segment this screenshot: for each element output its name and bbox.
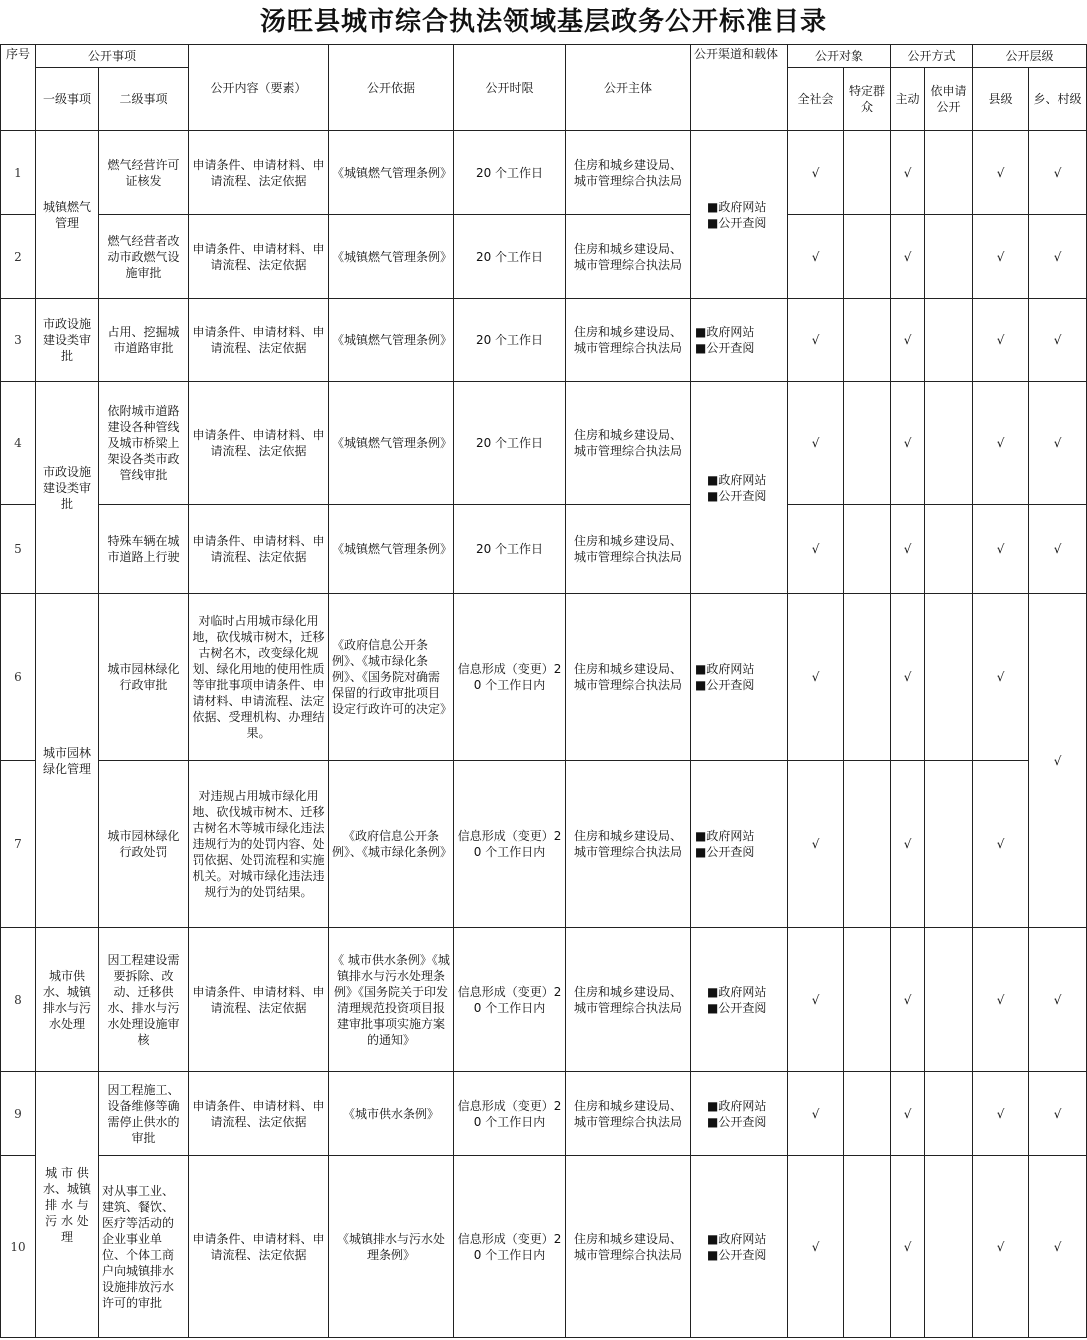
subject-cell: 住房和城乡建设局、城市管理综合执法局 — [566, 215, 691, 299]
channel-cell — [691, 1156, 788, 1338]
header-matter: 公开事项 — [36, 45, 189, 68]
level1-item: 市政设施建设类审批 — [36, 382, 99, 594]
level1-item: 市政设施建设类审批 — [36, 299, 99, 382]
level2-item: 因工程施工、设备维修等确需停止供水的审批 — [99, 1072, 189, 1156]
content-cell: 申请条件、申请材料、申请流程、法定依据 — [189, 299, 329, 382]
empty-method-apply — [925, 299, 973, 382]
time-cell: 20 个工作日 — [454, 131, 566, 215]
level2-item: 因工程建设需要拆除、改动、迁移供水、排水与污水处理设施审核 — [99, 928, 189, 1072]
check-level-county: √ — [973, 594, 1029, 761]
channel-website: ■政府网站 — [695, 662, 755, 676]
subject-cell: 住房和城乡建设局、城市管理综合执法局 — [566, 928, 691, 1072]
time-cell: 信息形成（变更）20 个工作日内 — [454, 594, 566, 761]
subject-cell: 住房和城乡建设局、城市管理综合执法局 — [566, 131, 691, 215]
header-subject: 公开主体 — [566, 45, 691, 131]
subject-cell: 住房和城乡建设局、城市管理综合执法局 — [566, 505, 691, 594]
header-method-apply: 依申请公开 — [925, 68, 973, 131]
level2-item: 城市园林绿化行政审批 — [99, 594, 189, 761]
check-method-active: √ — [891, 928, 925, 1072]
empty-object-specific — [844, 594, 891, 761]
check-object-all: √ — [788, 299, 844, 382]
header-content: 公开内容（要素） — [189, 45, 329, 131]
check-method-active: √ — [891, 505, 925, 594]
table-row — [1, 215, 1087, 299]
content-cell: 申请条件、申请材料、申请流程、法定依据 — [189, 1072, 329, 1156]
empty-object-specific — [844, 299, 891, 382]
empty-method-apply — [925, 1072, 973, 1156]
channel-website: ■政府网站 — [695, 325, 755, 339]
subject-cell: 住房和城乡建设局、城市管理综合执法局 — [566, 761, 691, 928]
content-cell: 对违规占用城市绿化用地、砍伐城市树木、迁移古树名木等城市绿化违法违规行为的处罚内容、处罚依据、处罚流程和实施机关。对城市绿化违法违规行为的处罚结果。 — [189, 761, 329, 928]
subject-cell: 住房和城乡建设局、城市管理综合执法局 — [566, 1156, 691, 1338]
empty-object-specific — [844, 928, 891, 1072]
check-level-county: √ — [973, 1156, 1029, 1338]
empty-object-specific — [844, 761, 891, 928]
empty-method-apply — [925, 382, 973, 505]
row-number: 5 — [1, 505, 36, 594]
catalog-table — [0, 44, 1087, 1338]
check-level-county: √ — [973, 1072, 1029, 1156]
empty-method-apply — [925, 215, 973, 299]
content-cell: 申请条件、申请材料、申请流程、法定依据 — [189, 131, 329, 215]
content-cell: 申请条件、申请材料、申请流程、法定依据 — [189, 928, 329, 1072]
empty-method-apply — [925, 761, 973, 928]
header-time: 公开时限 — [454, 45, 566, 131]
channel-query: ■公开查阅 — [707, 1000, 767, 1015]
check-level-county: √ — [973, 299, 1029, 382]
content-cell: 对临时占用城市绿化用地，砍伐城市树木，迁移古树名木，改变绿化规划、绿化用地的使用性质等审批事项申请条件、申请材料、申请流程、法定依据、受理机构、办理结果。 — [189, 594, 329, 761]
channel-cell — [691, 299, 788, 382]
channel-cell — [691, 1072, 788, 1156]
header-object-specific: 特定群众 — [844, 68, 891, 131]
header-basis: 公开依据 — [329, 45, 454, 131]
time-cell: 20 个工作日 — [454, 505, 566, 594]
header-level: 公开层级 — [973, 45, 1087, 68]
check-method-active: √ — [891, 215, 925, 299]
level2-item: 城市园林绿化行政处罚 — [99, 761, 189, 928]
check-object-all: √ — [788, 594, 844, 761]
header-method: 公开方式 — [891, 45, 973, 68]
check-level-village: √ — [1029, 215, 1087, 299]
check-level-village: √ — [1029, 505, 1087, 594]
check-level-village: √ — [1029, 299, 1087, 382]
row-number: 1 — [1, 131, 36, 215]
check-object-all: √ — [788, 761, 844, 928]
check-level-county: √ — [973, 382, 1029, 505]
channel-cell — [691, 594, 788, 761]
level1-item: 城镇燃气管理 — [36, 131, 99, 299]
basis-cell: 《城镇燃气管理条例》 — [329, 215, 454, 299]
channel-query: ■公开查阅 — [695, 341, 755, 355]
document-title: 汤旺县城市综合执法领域基层政务公开标准目录 — [259, 7, 827, 37]
channel-query: ■公开查阅 — [695, 678, 755, 692]
row-number: 4 — [1, 382, 36, 505]
basis-cell: 《 城市供水条例》《城镇排水与污水处理条例》《国务院关于印发清理规范投资项目报建审批事项实施方案的通知》 — [329, 928, 454, 1072]
check-object-all: √ — [788, 382, 844, 505]
channel-cell — [691, 382, 788, 594]
check-level-county: √ — [973, 131, 1029, 215]
row-number: 8 — [1, 928, 36, 1072]
empty-method-apply — [925, 1156, 973, 1338]
check-level-village: √ — [1029, 594, 1087, 928]
table-row — [1, 382, 1087, 505]
check-object-all: √ — [788, 928, 844, 1072]
check-object-all: √ — [788, 505, 844, 594]
check-object-all: √ — [788, 131, 844, 215]
channel-query: ■公开查阅 — [707, 1114, 767, 1129]
header-object-all: 全社会 — [788, 68, 844, 131]
basis-cell: 《城镇燃气管理条例》 — [329, 299, 454, 382]
basis-cell: 《城镇燃气管理条例》 — [329, 505, 454, 594]
check-object-all: √ — [788, 1156, 844, 1338]
time-cell: 信息形成（变更）20 个工作日内 — [454, 928, 566, 1072]
content-cell: 申请条件、申请材料、申请流程、法定依据 — [189, 215, 329, 299]
basis-cell: 《政府信息公开条例》、《城市绿化条例》、《国务院对确需保留的行政审批项目设定行政许可的决定》 — [329, 594, 454, 761]
header-channel: 公开渠道和载体 — [691, 45, 788, 131]
check-level-village: √ — [1029, 1156, 1087, 1338]
level2-item: 燃气经营许可证核发 — [99, 131, 189, 215]
subject-cell: 住房和城乡建设局、城市管理综合执法局 — [566, 299, 691, 382]
check-level-village: √ — [1029, 131, 1087, 215]
channel-cell — [691, 761, 788, 928]
empty-object-specific — [844, 382, 891, 505]
basis-cell: 《城镇燃气管理条例》 — [329, 131, 454, 215]
channel-website: ■政府网站 — [707, 1098, 767, 1113]
check-level-county: √ — [973, 928, 1029, 1072]
table-row — [1, 928, 1087, 1072]
time-cell: 20 个工作日 — [454, 299, 566, 382]
table-row — [1, 594, 1087, 761]
header-level-county: 县级 — [973, 68, 1029, 131]
basis-cell: 《政府信息公开条例》、《城市绿化条例》 — [329, 761, 454, 928]
row-number: 10 — [1, 1156, 36, 1338]
empty-object-specific — [844, 1072, 891, 1156]
check-method-active: √ — [891, 761, 925, 928]
subject-cell: 住房和城乡建设局、城市管理综合执法局 — [566, 594, 691, 761]
table-row — [1, 131, 1087, 215]
empty-method-apply — [925, 131, 973, 215]
check-level-county: √ — [973, 505, 1029, 594]
content-cell: 申请条件、申请材料、申请流程、法定依据 — [189, 1156, 329, 1338]
level2-item: 对从事工业、建筑、餐饮、医疗等活动的企业事业单位、个体工商户向城镇排水设施排放污水许可的审批 — [99, 1156, 189, 1338]
empty-method-apply — [925, 505, 973, 594]
header-seq: 序号 — [1, 45, 36, 131]
check-level-county: √ — [973, 215, 1029, 299]
level1-item: 城市供水、城镇排水与污水处理 — [36, 928, 99, 1072]
subject-cell: 住房和城乡建设局、城市管理综合执法局 — [566, 1072, 691, 1156]
channel-query: ■公开查阅 — [707, 215, 767, 230]
channel-query: ■公开查阅 — [695, 845, 755, 859]
content-cell: 申请条件、申请材料、申请流程、法定依据 — [189, 382, 329, 505]
level1-item: 城 市 供 水、城镇 排 水 与 污 水 处 理 — [36, 1072, 99, 1338]
row-number: 9 — [1, 1072, 36, 1156]
subject-cell: 住房和城乡建设局、城市管理综合执法局 — [566, 382, 691, 505]
time-cell: 20 个工作日 — [454, 215, 566, 299]
check-object-all: √ — [788, 1072, 844, 1156]
channel-cell — [691, 131, 788, 299]
channel-website: ■政府网站 — [707, 984, 767, 999]
check-method-active: √ — [891, 1156, 925, 1338]
check-method-active: √ — [891, 131, 925, 215]
basis-cell: 《城镇燃气管理条例》 — [329, 382, 454, 505]
channel-cell — [691, 928, 788, 1072]
check-method-active: √ — [891, 299, 925, 382]
level2-item: 燃气经营者改动市政燃气设施审批 — [99, 215, 189, 299]
table-row — [1, 505, 1087, 594]
basis-cell: 《城镇排水与污水处理条例》 — [329, 1156, 454, 1338]
time-cell: 信息形成（变更）20 个工作日内 — [454, 1072, 566, 1156]
empty-object-specific — [844, 131, 891, 215]
empty-method-apply — [925, 594, 973, 761]
check-level-county: √ — [973, 761, 1029, 928]
level2-item: 占用、挖掘城市道路审批 — [99, 299, 189, 382]
channel-website: ■政府网站 — [707, 1231, 767, 1246]
channel-query: ■公开查阅 — [707, 1247, 767, 1262]
table-row — [1, 299, 1087, 382]
channel-website: ■政府网站 — [707, 472, 767, 487]
check-method-active: √ — [891, 594, 925, 761]
check-method-active: √ — [891, 1072, 925, 1156]
level1-item: 城市园林绿化管理 — [36, 594, 99, 928]
empty-object-specific — [844, 215, 891, 299]
table-row — [1, 1072, 1087, 1156]
check-object-all: √ — [788, 215, 844, 299]
level2-item: 特殊车辆在城市道路上行驶 — [99, 505, 189, 594]
time-cell: 20 个工作日 — [454, 382, 566, 505]
table-row — [1, 1156, 1087, 1338]
time-cell: 信息形成（变更）20 个工作日内 — [454, 1156, 566, 1338]
empty-object-specific — [844, 1156, 891, 1338]
check-level-village: √ — [1029, 382, 1087, 505]
row-number: 3 — [1, 299, 36, 382]
channel-website: ■政府网站 — [695, 829, 755, 843]
header-object: 公开对象 — [788, 45, 891, 68]
row-number: 7 — [1, 761, 36, 928]
header-level-village: 乡、村级 — [1029, 68, 1087, 131]
basis-cell: 《城市供水条例》 — [329, 1072, 454, 1156]
row-number: 6 — [1, 594, 36, 761]
channel-website: ■政府网站 — [707, 199, 767, 214]
header-method-active: 主动 — [891, 68, 925, 131]
empty-method-apply — [925, 928, 973, 1072]
header-level2: 二级事项 — [99, 68, 189, 131]
table-row — [1, 761, 1087, 928]
header-level1: 一级事项 — [36, 68, 99, 131]
check-level-village: √ — [1029, 1072, 1087, 1156]
empty-object-specific — [844, 505, 891, 594]
check-level-village: √ — [1029, 928, 1087, 1072]
row-number: 2 — [1, 215, 36, 299]
content-cell: 申请条件、申请材料、申请流程、法定依据 — [189, 505, 329, 594]
header-row-1 — [1, 45, 1087, 68]
channel-query: ■公开查阅 — [707, 488, 767, 503]
check-method-active: √ — [891, 382, 925, 505]
time-cell: 信息形成（变更）20 个工作日内 — [454, 761, 566, 928]
level2-item: 依附城市道路建设各种管线及城市桥梁上架设各类市政管线审批 — [99, 382, 189, 505]
